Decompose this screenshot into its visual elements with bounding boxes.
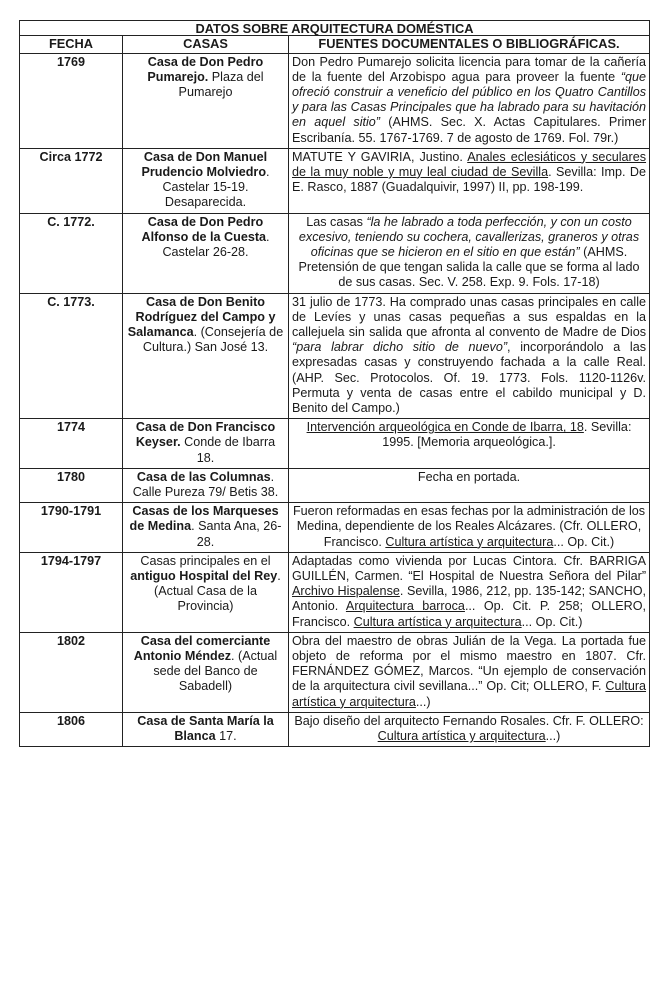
table-row <box>20 419 650 469</box>
source-cell <box>289 419 650 469</box>
source-quote: “para labrar dicho sitio de nuevo” <box>292 340 508 355</box>
house-location: 17. <box>215 729 237 744</box>
date-cell: 1802 <box>20 632 123 712</box>
source-text: . Sevilla: 1995. [Memoria arqueológica.]. <box>382 420 632 450</box>
table-row <box>20 503 650 553</box>
source-text: ...) <box>545 729 561 744</box>
source-text: Adaptadas como vivienda por Lucas Cintora. Cfr. BARRIGA GUILLÉN, Carmen. “El Hospital de Nuestra Señora del Pilar” <box>292 553 647 583</box>
source-text: Fecha en portada. <box>417 469 521 484</box>
house-name: Casa de Don Pedro Alfonso de la Cuesta <box>141 214 267 244</box>
date-cell: 1774 <box>20 419 123 469</box>
house-name: Casa de Don Francisco Keyser. <box>135 420 276 450</box>
house-location: . Castelar 15-19. Desaparecida. <box>162 164 270 210</box>
house-location: Conde de Ibarra 18. <box>180 435 276 465</box>
house-cell <box>123 148 289 213</box>
house-location: . (Actual Casa de la Provincia) <box>154 569 281 614</box>
house-cell <box>123 503 289 553</box>
source-title: Archivo Hispalense <box>292 584 400 599</box>
source-text: Las casas <box>306 214 367 229</box>
source-title: Anales eclesiáticos y seculares de la muy noble y muy leal ciudad de Sevilla <box>292 149 647 179</box>
source-cell <box>289 213 650 293</box>
source-cell <box>289 468 650 502</box>
source-text: Obra del maestro de obras Julián de la Vega. La portada fue objeto de reforma por el mismo maestro en 1807. Cfr. FERNÁNDEZ GÓMEZ, Marcos. “Un ejemplo de conservación de la arquitectura civil sevillana...” Op. Cit; OLLERO, F. <box>292 633 647 694</box>
table-row <box>20 148 650 213</box>
date-cell: Circa 1772 <box>20 148 123 213</box>
source-text: Don Pedro Pumarejo solicita licencia para tomar de la cañería de la fuente del Arzobispo agua para proveer la fuente <box>292 54 647 84</box>
house-location: . Santa Ana, 26-28. <box>191 519 282 549</box>
source-cell <box>289 552 650 632</box>
source-text: ... Op. Cit.) <box>553 534 615 549</box>
document-page <box>19 20 649 747</box>
date-cell: 1769 <box>20 53 123 148</box>
house-name: Casa de Don Benito Rodríguez del Campo y Salamanca <box>127 294 276 339</box>
house-location: . Castelar 26-28. <box>162 229 270 259</box>
date-cell: 1780 <box>20 468 123 502</box>
source-title: Cultura artística y arquitectura <box>353 614 522 629</box>
source-text: . Sevilla: Imp. De E. Rasco, 1887 (Guadalquivir, 1997) II, pp. 198-199. <box>292 164 647 195</box>
source-title: Cultura artística y arquitectura <box>292 679 647 709</box>
header-fuentes: FUENTES DOCUMENTALES O BIBLIOGRÁFICAS. <box>289 36 650 54</box>
table-row <box>20 552 650 632</box>
house-name: Casa de Santa María la Blanca <box>137 713 274 744</box>
house-name: Casa de Don Manuel Prudencio Molviedro <box>141 149 268 179</box>
date-cell: 1794-1797 <box>20 552 123 632</box>
source-cell <box>289 712 650 746</box>
house-name: Casa de las Columnas <box>136 469 271 484</box>
domestic-architecture-table <box>19 20 650 747</box>
source-quote: “la he labrado a toda perfección, y con un costo excesivo, teniendo su cochera, cavallerizas, graneros y otras oficinas que se hicieron en el sitio en que están” <box>298 214 640 259</box>
date-cell: 1806 <box>20 712 123 746</box>
table-row <box>20 632 650 712</box>
house-cell <box>123 213 289 293</box>
house-prefix: Casas principales en el <box>140 553 271 568</box>
table-row <box>20 213 650 293</box>
table-body <box>20 53 650 747</box>
house-location: . Calle Pureza 79/ Betis 38. <box>132 469 279 499</box>
house-cell <box>123 293 289 419</box>
source-cell <box>289 293 650 419</box>
source-title: Cultura artística y arquitectura <box>377 729 546 744</box>
house-name: antiguo Hospital del Rey <box>130 569 278 583</box>
source-text: MATUTE Y GAVIRIA, Justino. <box>292 149 468 164</box>
table-row <box>20 712 650 746</box>
table-title: DATOS SOBRE ARQUITECTURA DOMÉSTICA <box>20 21 650 36</box>
house-location: . (Actual sede del Banco de Sabadell) <box>153 649 278 694</box>
table-row <box>20 293 650 419</box>
source-text: (AHMS. Sec. X. Actas Capitulares. Primer Escribanía. 55. 1767-1769. 7 de agosto de 1769. Fol. 79r.) <box>292 115 647 145</box>
source-cell <box>289 503 650 553</box>
source-text: (AHMS. Pretensión de que tengan salida la calle que se forma al lado de sus casas. Sec. V. 258. Exp. 9. Fols. 17-18) <box>298 244 640 290</box>
source-cell <box>289 148 650 213</box>
house-location: Plaza del Pumarejo <box>178 69 264 99</box>
header-fecha: FECHA <box>20 36 123 54</box>
date-cell: C. 1773. <box>20 293 123 419</box>
table-row <box>20 468 650 502</box>
house-location: . (Consejería de Cultura.) San José 13. <box>142 324 284 355</box>
source-text: 31 julio de 1773. Ha comprado unas casas principales en calle de Levíes y unas casas pequeñas a sus espaldas en la callejuela sin salida que afronta al convento de Madre de Dios <box>292 294 647 339</box>
source-title: Intervención arqueológica en Conde de Ibarra, 18 <box>306 420 584 435</box>
house-name: Casa de Don Pedro Pumarejo. <box>147 54 264 84</box>
house-cell <box>123 419 289 469</box>
source-text: Bajo diseño del arquitecto Fernando Rosales. Cfr. F. OLLERO: <box>294 713 644 728</box>
house-cell <box>123 468 289 502</box>
source-text: , incorporándolo a las expresadas casas y construyendo fachada a la calle Real. (AHP. Sec. Protocolos. Of. 19. 1773. Fols. 1120-1126v. Permuta y venta de casas entre el cabildo municipal y D. Benito del Campo.) <box>292 340 647 415</box>
source-cell <box>289 53 650 148</box>
source-title: Cultura artística y arquitectura <box>385 534 554 549</box>
house-cell <box>123 53 289 148</box>
title-row <box>20 21 650 36</box>
house-name: Casa del comerciante Antonio Méndez <box>133 633 271 664</box>
header-casas: CASAS <box>123 36 289 54</box>
source-text: ... Op. Cit. P. 258; OLLERO, Francisco. <box>292 599 647 629</box>
source-text: ... Op. Cit.) <box>521 614 583 629</box>
house-cell <box>123 552 289 632</box>
house-cell <box>123 712 289 746</box>
source-text: . Sevilla, 1986, 212, pp. 135-142; SANCHO, Antonio. <box>292 584 647 614</box>
table-row <box>20 53 650 148</box>
source-text: Fueron reformadas en esas fechas por la administración de los Medina, dependiente de los Reales Alcázares. (Cfr. OLLERO, Francisco. <box>292 504 646 549</box>
house-cell <box>123 632 289 712</box>
source-quote: “que ofreció construir a veneficio del público en los Quatro Cantillos y para las Casas Principales que ha labrado para su havitación en aquel sitio” <box>292 69 647 130</box>
house-name: Casas de los Marqueses de Medina <box>129 504 279 534</box>
source-text: ...) <box>415 694 431 709</box>
date-cell: C. 1772. <box>20 213 123 293</box>
header-row <box>20 36 650 54</box>
source-cell <box>289 632 650 712</box>
date-cell: 1790-1791 <box>20 503 123 553</box>
source-title: Arquitectura barroca <box>345 599 465 614</box>
